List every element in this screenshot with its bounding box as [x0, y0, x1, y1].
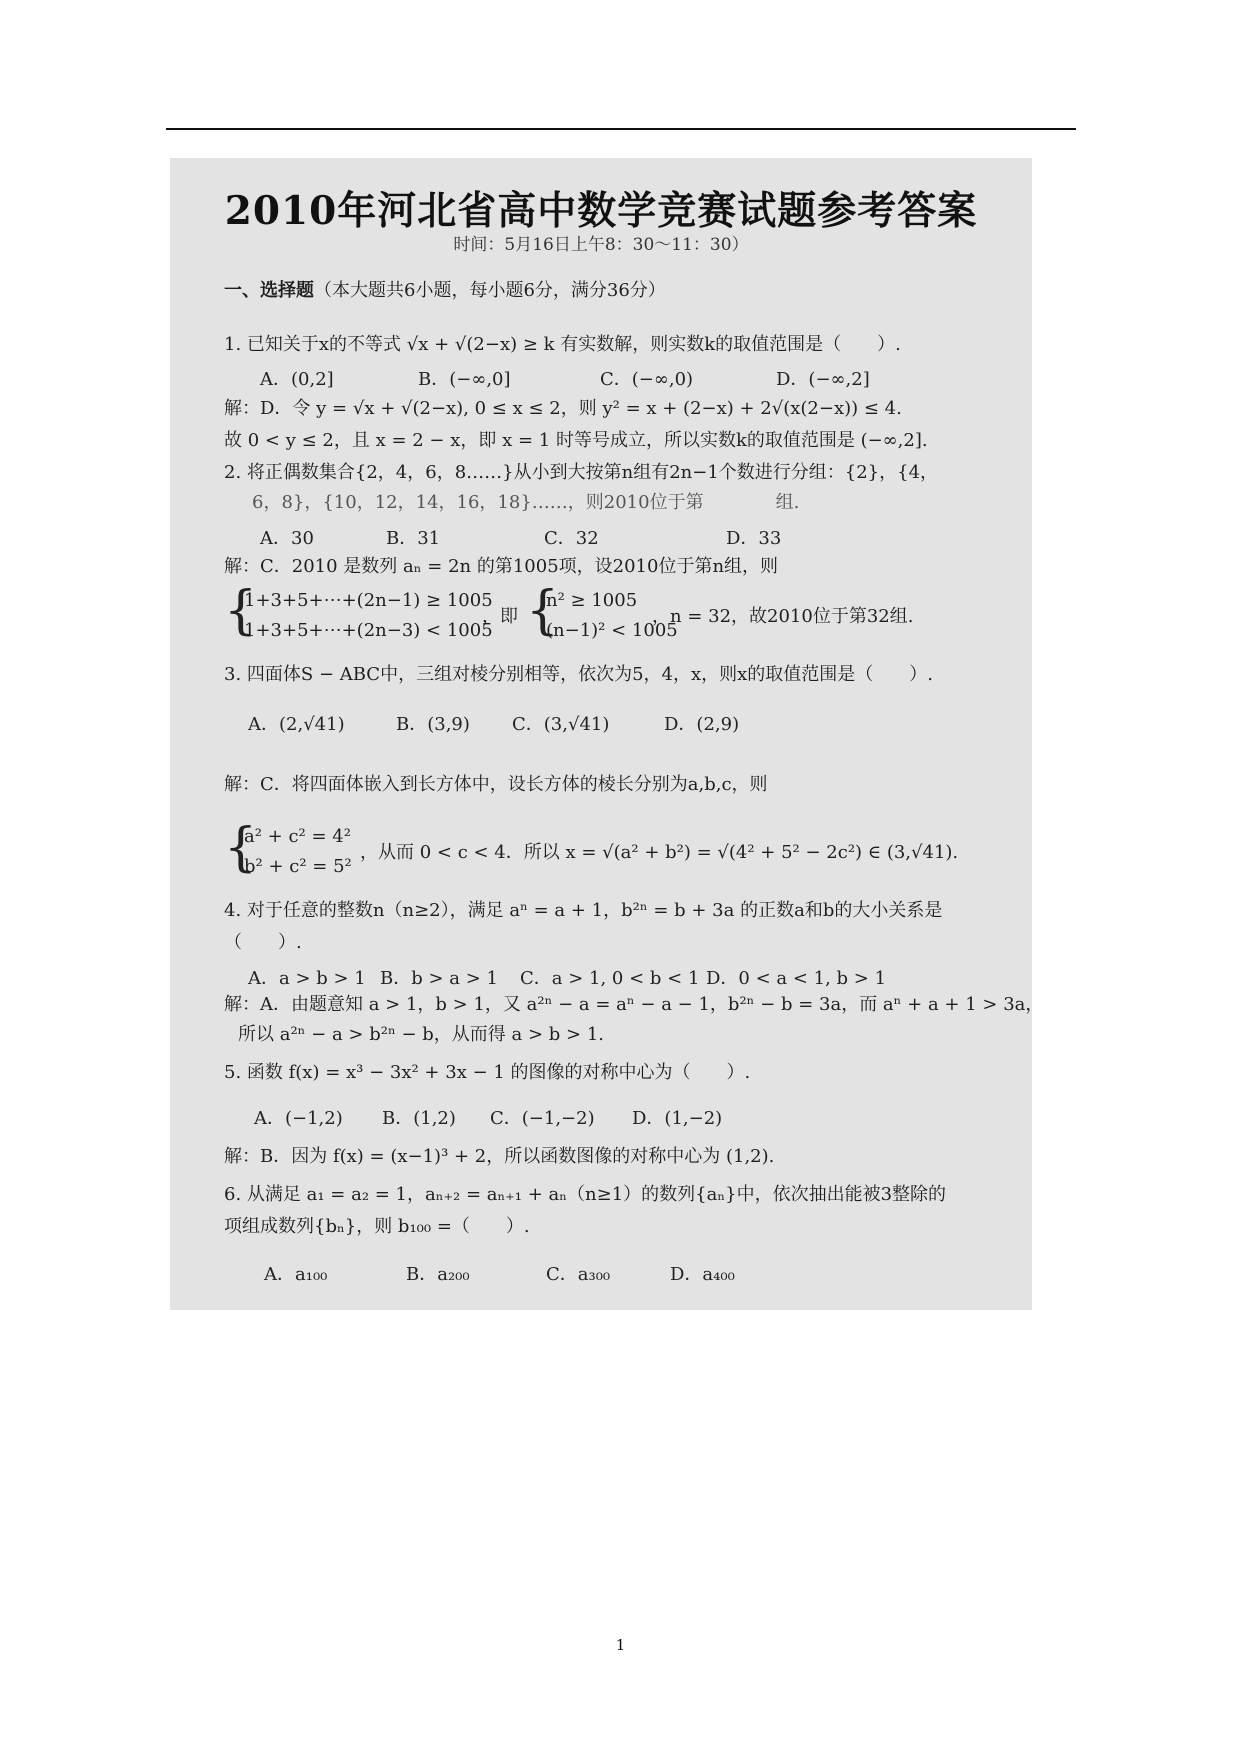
q3-system-1: a² + c² = 4² — [244, 826, 351, 847]
q3-system-2: b² + c² = 5² — [244, 856, 352, 877]
q5-stem: 5. 函数 f(x) = x³ − 3x² + 3x − 1 的图像的对称中心为（ ）. — [224, 1062, 751, 1083]
q6-option-a: A．a₁₀₀ — [264, 1264, 328, 1285]
q4-solution-2: 所以 a²ⁿ − a > b²ⁿ − b，从而得 a > b > 1. — [238, 1024, 605, 1045]
q2-stem-1: 2. 将正偶数集合{2，4，6，8……}从小到大按第n组有2n−1个数进行分组：{2}，{4， — [224, 462, 939, 483]
q6-option-b: B．a₂₀₀ — [406, 1264, 470, 1285]
q2-option-c: C．32 — [544, 528, 599, 549]
q3-solution-1: 解：C．将四面体嵌入到长方体中，设长方体的棱长分别为a,b,c，则 — [224, 774, 768, 795]
q4-option-d: D．0 < a < 1, b > 1 — [706, 968, 887, 989]
q4-option-c: C．a > 1, 0 < b < 1 — [520, 968, 700, 989]
q6-stem-1: 6. 从满足 a₁ = a₂ = 1，aₙ₊₂ = aₙ₊₁ + aₙ（n≥1）的数列{aₙ}中，依次抽出能被3整除的 — [224, 1184, 947, 1205]
q2-option-d: D．33 — [726, 528, 782, 549]
q4-stem-1: 4. 对于任意的整数n（n≥2），满足 aⁿ = a + 1，b²ⁿ = b + 3a 的正数a和b的大小关系是 — [224, 900, 943, 921]
q3-stem: 3. 四面体S − ABC中，三组对棱分别相等，依次为5，4，x，则x的取值范围是（ ）. — [224, 664, 934, 685]
q3-conclusion: ，从而 0 < c < 4．所以 x = √(a² + b²) = √(4² + 5² − 2c²) ∈ (3,√41). — [360, 842, 959, 863]
q5-option-c: C．(−1,−2) — [490, 1108, 595, 1129]
q2-system-left-1: 1+3+5+⋯+(2n−1) ≥ 1005 — [244, 590, 493, 611]
q3-option-d: D．(2,9) — [664, 714, 740, 735]
section-heading — [224, 280, 666, 302]
q3-option-c: C．(3,√41) — [512, 714, 610, 735]
q2-stem-2: 6，8}，{10，12，14，16，18}……，则2010位于第 组. — [252, 492, 800, 513]
q2-system-brace: { — [224, 581, 258, 641]
q6-option-c: C．a₃₀₀ — [546, 1264, 611, 1285]
q2-option-b: B．31 — [386, 528, 441, 549]
scanned-page — [170, 158, 1044, 1310]
page-number: 1 — [615, 1636, 626, 1654]
q5-solution-1: 解：B．因为 f(x) = (x−1)³ + 2，所以函数图像的对称中心为 (1,2). — [224, 1146, 775, 1167]
q1-stem: 1. 已知关于x的不等式 √x + √(2−x) ≥ k 有实数解，则实数k的取值范围是（ ）. — [224, 334, 901, 355]
q2-system-left-2: 1+3+5+⋯+(2n−3) < 1005 — [244, 620, 493, 641]
q5-option-a: A．(−1,2) — [254, 1108, 343, 1129]
q2-conclusion: ，n = 32，故2010位于第32组. — [652, 606, 914, 627]
q5-option-b: B．(1,2) — [382, 1108, 456, 1129]
q1-option-a: A．(0,2] — [260, 369, 334, 390]
q2-option-a: A．30 — [260, 528, 314, 549]
exam-time: 时间：5月16日上午8：30～11：30） — [453, 235, 749, 255]
q1-option-c: C．(−∞,0) — [600, 369, 694, 390]
q2-system-right-1: n² ≥ 1005 — [546, 590, 638, 611]
q1-solution-1: 解：D．令 y = √x + √(2−x), 0 ≤ x ≤ 2，则 y² = x + (2−x) + 2√(x(2−x)) ≤ 4. — [224, 398, 902, 419]
q2-system-right-2: (n−1)² < 1005 — [546, 620, 678, 641]
q3-option-a: A．(2,√41) — [248, 714, 345, 735]
q2-connector: ，即 — [482, 606, 518, 627]
q4-option-b: B．b > a > 1 — [380, 968, 498, 989]
q4-stem-2: （ ）. — [224, 932, 302, 953]
q5-option-d: D．(1,−2) — [632, 1108, 723, 1129]
q1-option-d: D．(−∞,2] — [776, 369, 870, 390]
q4-solution-1: 解：A．由题意知 a > 1，b > 1，又 a²ⁿ − a = aⁿ − a − 1，b²ⁿ − b = 3a，而 aⁿ + a + 1 > 3a， — [224, 994, 1044, 1015]
header-rule — [166, 128, 1076, 130]
q4-option-a: A．a > b > 1 — [248, 968, 366, 989]
section-note: （本大题共6小题，每小题6分，满分36分） — [314, 280, 666, 301]
q2-solution-1: 解：C．2010 是数列 aₙ = 2n 的第1005项，设2010位于第n组，则 — [224, 556, 779, 577]
document-title: 2010年河北省高中数学竞赛试题参考答案 — [224, 188, 978, 234]
section-title: 一、选择题 — [224, 280, 314, 301]
q1-option-b: B．(−∞,0] — [418, 369, 511, 390]
q3-option-b: B．(3,9) — [396, 714, 470, 735]
q6-option-d: D．a₄₀₀ — [670, 1264, 735, 1285]
q3-system-brace: { — [224, 818, 258, 878]
q6-stem-2: 项组成数列{bₙ}，则 b₁₀₀ =（ ）. — [224, 1216, 530, 1237]
q2-system-brace-2: { — [526, 581, 560, 641]
q1-solution-2: 故 0 < y ≤ 2，且 x = 2 − x，即 x = 1 时等号成立，所以实数k的取值范围是 (−∞,2]. — [224, 430, 928, 451]
